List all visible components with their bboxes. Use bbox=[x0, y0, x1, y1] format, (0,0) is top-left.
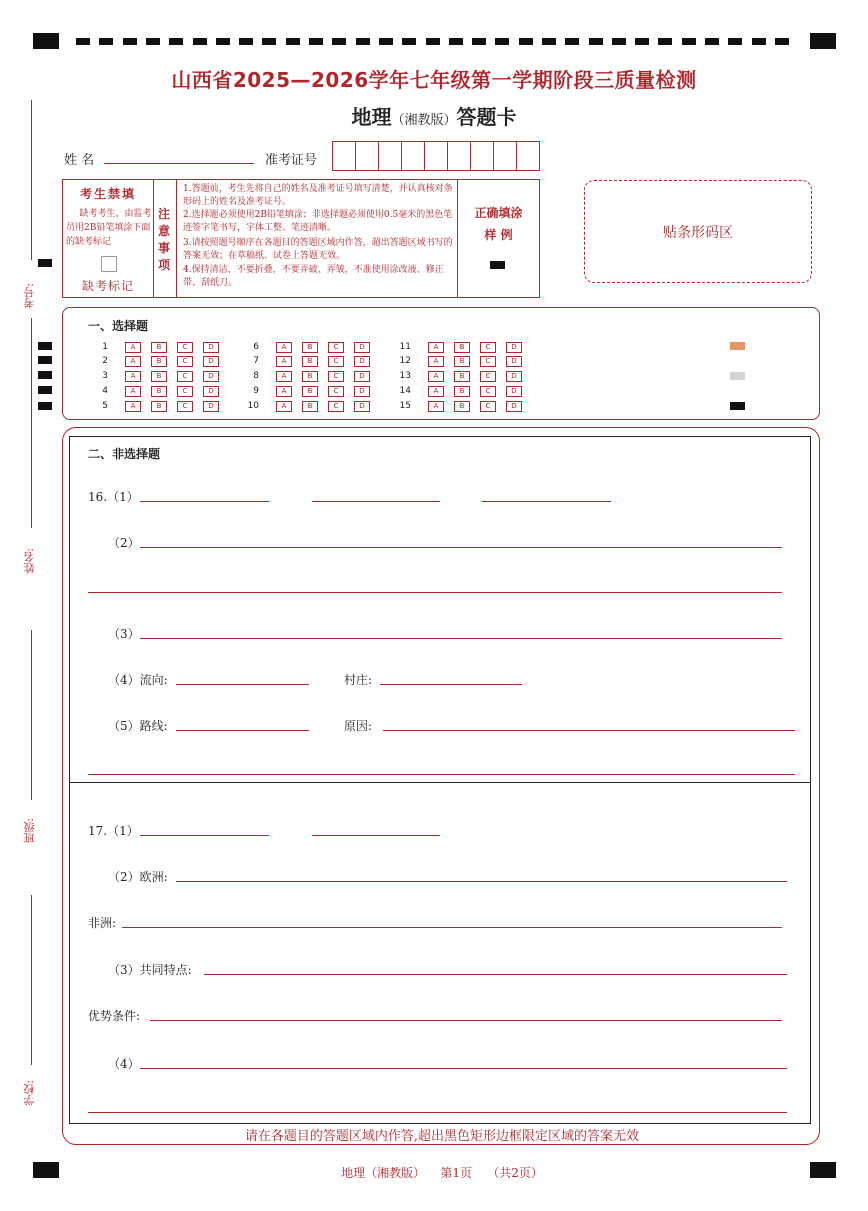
q16-part4-village-label: 村庄: bbox=[344, 673, 373, 687]
question-number: 11 bbox=[399, 342, 411, 352]
sample-filled-mark bbox=[490, 261, 505, 269]
option-bubble[interactable]: B bbox=[302, 386, 318, 397]
timing-mark bbox=[519, 38, 533, 45]
option-bubble[interactable]: D bbox=[203, 371, 219, 382]
answer-line[interactable] bbox=[140, 835, 269, 836]
subject-name: 地理 bbox=[351, 105, 392, 129]
timing-mark bbox=[76, 38, 90, 45]
timing-mark bbox=[216, 38, 230, 45]
answer-line[interactable] bbox=[88, 592, 782, 593]
corner-mark-top-right bbox=[810, 33, 836, 49]
page-subtitle bbox=[0, 101, 868, 130]
option-bubble[interactable]: D bbox=[506, 401, 522, 412]
mark-orange-swatch bbox=[730, 342, 745, 350]
card-label: 答题卡 bbox=[456, 105, 517, 129]
answer-line[interactable] bbox=[150, 1020, 782, 1021]
timing-mark bbox=[123, 38, 137, 45]
absent-checkbox[interactable] bbox=[101, 256, 117, 272]
option-bubble[interactable]: A bbox=[428, 371, 444, 382]
option-bubble[interactable]: C bbox=[177, 386, 193, 397]
question-number: 12 bbox=[399, 356, 411, 366]
answer-line[interactable] bbox=[140, 638, 782, 639]
option-bubble[interactable]: A bbox=[276, 386, 292, 397]
timing-mark bbox=[589, 38, 603, 45]
non-choice-section-title: 二、非选择题 bbox=[88, 447, 161, 461]
timing-mark bbox=[658, 38, 672, 45]
answer-line[interactable] bbox=[88, 774, 795, 775]
q16-part4-label: （4）流向: bbox=[108, 673, 168, 687]
question-number: 6 bbox=[253, 342, 259, 352]
timing-mark bbox=[286, 38, 300, 45]
question-number: 3 bbox=[102, 371, 108, 381]
side-line bbox=[31, 318, 32, 528]
option-bubble[interactable]: C bbox=[177, 371, 193, 382]
answer-line[interactable] bbox=[176, 684, 309, 685]
question-number: 1 bbox=[102, 342, 108, 352]
option-bubble[interactable]: D bbox=[354, 356, 370, 367]
question-number: 7 bbox=[253, 356, 259, 366]
option-bubble[interactable]: C bbox=[328, 386, 344, 397]
side-mark bbox=[38, 386, 52, 394]
sample-title: 正确填涂 bbox=[474, 206, 523, 220]
option-bubble[interactable]: C bbox=[328, 356, 344, 367]
option-bubble[interactable]: C bbox=[328, 342, 344, 353]
option-bubble[interactable]: A bbox=[125, 386, 141, 397]
question-number: 15 bbox=[399, 401, 411, 411]
side-line bbox=[31, 630, 32, 800]
answer-line[interactable] bbox=[312, 835, 440, 836]
timing-mark bbox=[612, 38, 626, 45]
question-divider bbox=[69, 782, 811, 783]
sample-subtitle: 样 例 bbox=[484, 228, 513, 242]
timing-mark bbox=[449, 38, 463, 45]
footer-subject: 地理（湘教版） bbox=[341, 1166, 426, 1180]
side-mark bbox=[38, 371, 52, 379]
timing-mark bbox=[635, 38, 649, 45]
barcode-label: 贴条形码区 bbox=[663, 225, 733, 241]
answer-line[interactable] bbox=[140, 1068, 787, 1069]
option-bubble[interactable]: D bbox=[354, 371, 370, 382]
option-bubble[interactable]: D bbox=[354, 386, 370, 397]
timing-mark bbox=[169, 38, 183, 45]
option-bubble[interactable]: C bbox=[480, 401, 496, 412]
timing-mark bbox=[379, 38, 393, 45]
option-bubble[interactable]: D bbox=[506, 386, 522, 397]
timing-mark bbox=[193, 38, 207, 45]
forbid-text: 缺考考生，由监考员用2B铅笔填涂下面的缺考标记 bbox=[66, 209, 152, 247]
option-bubble[interactable]: A bbox=[428, 342, 444, 353]
option-bubble[interactable]: D bbox=[203, 386, 219, 397]
timing-mark bbox=[775, 38, 789, 45]
option-bubble[interactable]: D bbox=[203, 401, 219, 412]
q17-part2-label: （2）欧洲: bbox=[108, 870, 168, 884]
answer-line[interactable] bbox=[312, 501, 440, 502]
option-bubble[interactable]: D bbox=[354, 342, 370, 353]
timing-mark bbox=[542, 38, 556, 45]
exam-id-label: 准考证号 bbox=[265, 153, 318, 168]
option-bubble[interactable]: D bbox=[506, 342, 522, 353]
option-bubble[interactable]: B bbox=[454, 371, 470, 382]
timing-mark bbox=[239, 38, 253, 45]
timing-mark bbox=[402, 38, 416, 45]
timing-mark bbox=[262, 38, 276, 45]
q16-part2-label: （2） bbox=[108, 536, 140, 550]
option-bubble[interactable]: B bbox=[302, 342, 318, 353]
option-bubble[interactable]: B bbox=[454, 342, 470, 353]
option-bubble[interactable]: A bbox=[125, 401, 141, 412]
q16-part3-label: （3） bbox=[108, 627, 140, 641]
q17-advantage-label: 优势条件: bbox=[88, 1009, 141, 1023]
option-bubble[interactable]: D bbox=[506, 356, 522, 367]
attention-title-area bbox=[154, 180, 177, 297]
answer-line[interactable] bbox=[140, 501, 269, 502]
timing-mark bbox=[682, 38, 696, 45]
side-label-exam-no: 考号: bbox=[23, 283, 36, 309]
side-mark bbox=[38, 342, 52, 350]
answer-line[interactable] bbox=[380, 684, 522, 685]
sample-area bbox=[458, 180, 539, 297]
option-bubble[interactable]: C bbox=[177, 401, 193, 412]
footer-total: （共2页） bbox=[487, 1166, 543, 1180]
timing-mark bbox=[99, 38, 113, 45]
forbid-area bbox=[63, 180, 154, 297]
question-number: 8 bbox=[253, 371, 259, 381]
option-bubble[interactable]: B bbox=[151, 371, 167, 382]
option-bubble[interactable]: C bbox=[480, 386, 496, 397]
timing-mark bbox=[356, 38, 370, 45]
attention-item: 2.选择题必须使用2B铅笔填涂；非选择题必须使用0.5毫米的黑色笔迹签字笔书写，字体工整、笔迹清晰。 bbox=[183, 210, 453, 233]
option-bubble[interactable]: D bbox=[203, 356, 219, 367]
option-bubble[interactable]: C bbox=[328, 401, 344, 412]
name-label: 姓 名 bbox=[64, 153, 95, 168]
side-label-class: 班级: bbox=[23, 818, 36, 844]
timing-mark bbox=[752, 38, 766, 45]
option-bubble[interactable]: D bbox=[354, 401, 370, 412]
edition-label: （湘教版） bbox=[391, 113, 457, 128]
timing-mark bbox=[705, 38, 719, 45]
forbid-title: 考生禁填 bbox=[79, 187, 136, 201]
answer-line[interactable] bbox=[204, 974, 787, 975]
notice-box bbox=[62, 179, 540, 298]
timing-mark bbox=[146, 38, 160, 45]
timing-mark bbox=[309, 38, 323, 45]
q17-part4-label: （4） bbox=[108, 1057, 140, 1071]
mark-gray-swatch bbox=[730, 372, 745, 380]
option-bubble[interactable]: B bbox=[454, 401, 470, 412]
option-bubble[interactable]: B bbox=[302, 401, 318, 412]
option-bubble[interactable]: A bbox=[276, 401, 292, 412]
attention-item: 1.答题前，考生先将自己的姓名及准考证号填写清楚，并认真核对条形码上的姓名及准考证号。 bbox=[183, 184, 453, 207]
question-number: 14 bbox=[399, 386, 411, 396]
exam-id-boxes[interactable] bbox=[332, 141, 540, 171]
option-bubble[interactable]: D bbox=[506, 371, 522, 382]
question-number: 9 bbox=[253, 386, 259, 396]
answer-line[interactable] bbox=[482, 501, 611, 502]
option-bubble[interactable]: A bbox=[428, 386, 444, 397]
timing-mark bbox=[426, 38, 440, 45]
choice-section-title: 一、选择题 bbox=[88, 319, 149, 333]
timing-mark bbox=[728, 38, 742, 45]
answer-line[interactable] bbox=[140, 547, 782, 548]
page-footer bbox=[0, 1164, 868, 1181]
option-bubble[interactable]: B bbox=[151, 401, 167, 412]
side-mark bbox=[38, 402, 52, 410]
barcode-area bbox=[584, 180, 812, 283]
question-number: 5 bbox=[102, 401, 108, 411]
question-number: 13 bbox=[399, 371, 411, 381]
option-bubble[interactable]: C bbox=[480, 371, 496, 382]
option-bubble[interactable]: C bbox=[480, 356, 496, 367]
attention-items bbox=[177, 180, 458, 297]
q16-part1-label: 16.（1） bbox=[88, 490, 139, 504]
option-bubble[interactable]: A bbox=[276, 371, 292, 382]
option-bubble[interactable]: D bbox=[203, 342, 219, 353]
attention-item: 3.请按照题号顺序在各题目的答题区域内作答，超出答题区域书写的答案无效；在草稿纸、试卷上答题无效。 bbox=[183, 238, 453, 261]
question-number: 2 bbox=[102, 356, 108, 366]
timing-mark bbox=[332, 38, 346, 45]
option-bubble[interactable]: B bbox=[454, 356, 470, 367]
option-bubble[interactable]: B bbox=[302, 371, 318, 382]
corner-mark-top-left bbox=[33, 33, 59, 49]
mark-black-swatch bbox=[730, 402, 745, 410]
footer-page: 第1页 bbox=[440, 1166, 472, 1180]
option-bubble[interactable]: A bbox=[125, 356, 141, 367]
option-bubble[interactable]: C bbox=[328, 371, 344, 382]
question-number: 10 bbox=[247, 401, 259, 411]
option-bubble[interactable]: A bbox=[125, 342, 141, 353]
answer-line[interactable] bbox=[88, 1112, 787, 1113]
side-mark bbox=[38, 356, 52, 364]
name-field[interactable] bbox=[104, 163, 254, 164]
option-bubble[interactable]: B bbox=[151, 342, 167, 353]
absent-mark-label: 缺考标记 bbox=[81, 279, 134, 293]
timing-mark bbox=[565, 38, 579, 45]
option-bubble[interactable]: B bbox=[454, 386, 470, 397]
option-bubble[interactable]: A bbox=[276, 356, 292, 367]
answer-line[interactable] bbox=[383, 730, 795, 731]
q17-africa-label: 非洲: bbox=[88, 916, 117, 930]
q16-part5-label: （5）路线: bbox=[108, 719, 168, 733]
q17-part1-label: 17.（1） bbox=[88, 824, 139, 838]
side-mark bbox=[38, 259, 52, 267]
option-bubble[interactable]: C bbox=[480, 342, 496, 353]
answer-line[interactable] bbox=[176, 881, 787, 882]
timing-mark bbox=[472, 38, 486, 45]
side-line bbox=[31, 895, 32, 1065]
attention-title: 注意事项 bbox=[158, 207, 171, 272]
option-bubble[interactable]: A bbox=[428, 356, 444, 367]
timing-mark bbox=[495, 38, 509, 45]
side-line bbox=[31, 100, 32, 260]
side-label-name: 姓名: bbox=[23, 548, 36, 574]
q16-part5-reason-label: 原因: bbox=[344, 719, 373, 733]
page-title: 山西省2025—2026学年七年级第一学期阶段三质量检测 bbox=[171, 68, 697, 92]
side-label-school: 学校: bbox=[23, 1080, 36, 1106]
attention-item: 4.保持清洁，不要折叠，不要弄破、弄皱，不准使用涂改液、修正带、刮纸刀。 bbox=[183, 265, 444, 288]
question-number: 4 bbox=[102, 386, 108, 396]
option-bubble[interactable]: A bbox=[125, 371, 141, 382]
answer-line[interactable] bbox=[176, 730, 309, 731]
answer-line[interactable] bbox=[122, 927, 782, 928]
option-bubble[interactable]: B bbox=[151, 356, 167, 367]
option-bubble[interactable]: C bbox=[177, 356, 193, 367]
option-bubble[interactable]: C bbox=[177, 342, 193, 353]
option-bubble[interactable]: B bbox=[151, 386, 167, 397]
option-bubble[interactable]: A bbox=[428, 401, 444, 412]
option-bubble[interactable]: B bbox=[302, 356, 318, 367]
q17-part3-label: （3）共同特点: bbox=[108, 963, 192, 977]
footer-notice: 请在各题目的答题区域内作答,超出黑色矩形边框限定区域的答案无效 bbox=[244, 1129, 640, 1144]
option-bubble[interactable]: A bbox=[276, 342, 292, 353]
